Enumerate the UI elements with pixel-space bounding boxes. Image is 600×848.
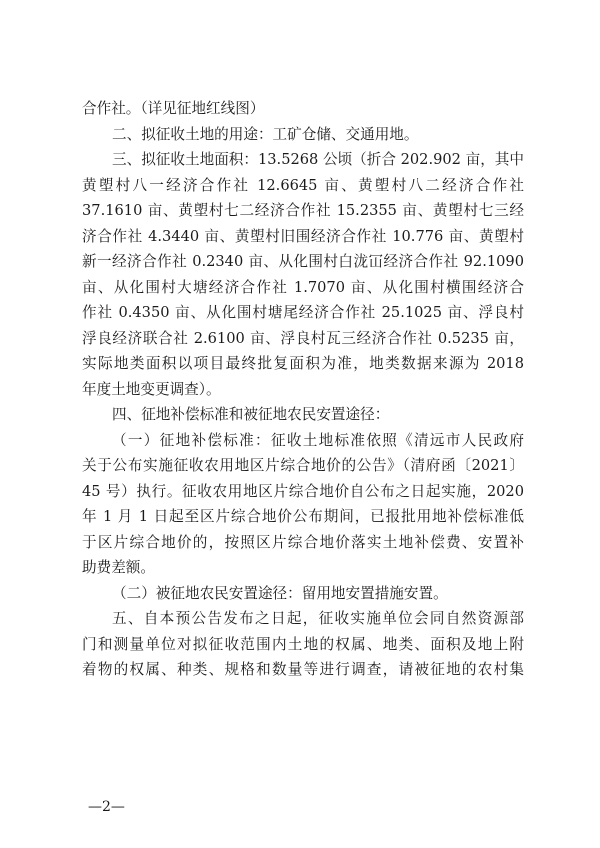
text-line: 作社 0.4350 亩、从化围村塘尾经济合作社 25.1025 亩、浮良村 — [82, 304, 524, 321]
text-line: 亩、从化围村大塘经济合作社 1.7070 亩、从化围村横围经济合 — [82, 278, 524, 296]
text-line: 于区片综合地价的，按照区片综合地价落实土地补偿费、安置补 — [82, 533, 524, 551]
text-line: 合作社。（详见征地红线图） — [82, 100, 265, 117]
text-line: 五、自本预公告发布之日起，征收实施单位会同自然资源部 — [112, 610, 524, 627]
text-line: 45 号）执行。征收农用地区片综合地价自公布之日起实施，2020 — [82, 482, 524, 500]
text-line: 二、拟征收土地的用途：工矿仓储、交通用地。 — [112, 125, 419, 143]
text-line: 着物的权属、种类、规格和数量等进行调查，请被征地的农村集 — [82, 661, 524, 678]
page-number: —2— — [88, 799, 125, 815]
text-line: 黄塱村八一经济合作社 12.6645 亩、黄塱村八二经济合作社 — [82, 176, 524, 194]
text-line: （二）被征地农民安置途径：留用地安置措施安置。 — [112, 584, 448, 602]
document-body — [82, 96, 524, 683]
text-line: 济合作社 4.3440 亩、黄塱村旧围经济合作社 10.776 亩、黄塱村 — [82, 227, 524, 245]
text-line: 助费差额。 — [82, 559, 155, 576]
text-line: 年度土地变更调查）。 — [82, 380, 221, 398]
text-line: 浮良经济联合社 2.6100 亩、浮良村瓦三经济合作社 0.5235 亩， — [82, 329, 524, 347]
text-line: 门和测量单位对拟征收范围内土地的权属、地类、面积及地上附 — [82, 635, 524, 653]
text-line: 关于公布实施征收农用地区片综合地价的公告》（清府函〔2021〕 — [82, 457, 524, 474]
text-line: 四、征地补偿标准和被征地农民安置途径： — [112, 406, 390, 423]
text-line: 年 1 月 1 日起至区片综合地价公布期间，已报批用地补偿标准低 — [82, 508, 524, 525]
text-line: 三、拟征收土地面积：13.5268 公顷（折合 202.902 亩，其中 — [112, 151, 524, 168]
text-line: 实际地类面积以项目最终批复面积为准，地类数据来源为 2018 — [82, 355, 524, 372]
text-line: 新一经济合作社 0.2340 亩、从化围村白泷冚经济合作社 92.1090 — [82, 253, 524, 270]
text-line: （一）征地补偿标准：征收土地标准依照《清远市人民政府 — [112, 431, 524, 449]
text-line: 37.1610 亩、黄塱村七二经济合作社 15.2355 亩、黄塱村七三经 — [82, 202, 524, 219]
